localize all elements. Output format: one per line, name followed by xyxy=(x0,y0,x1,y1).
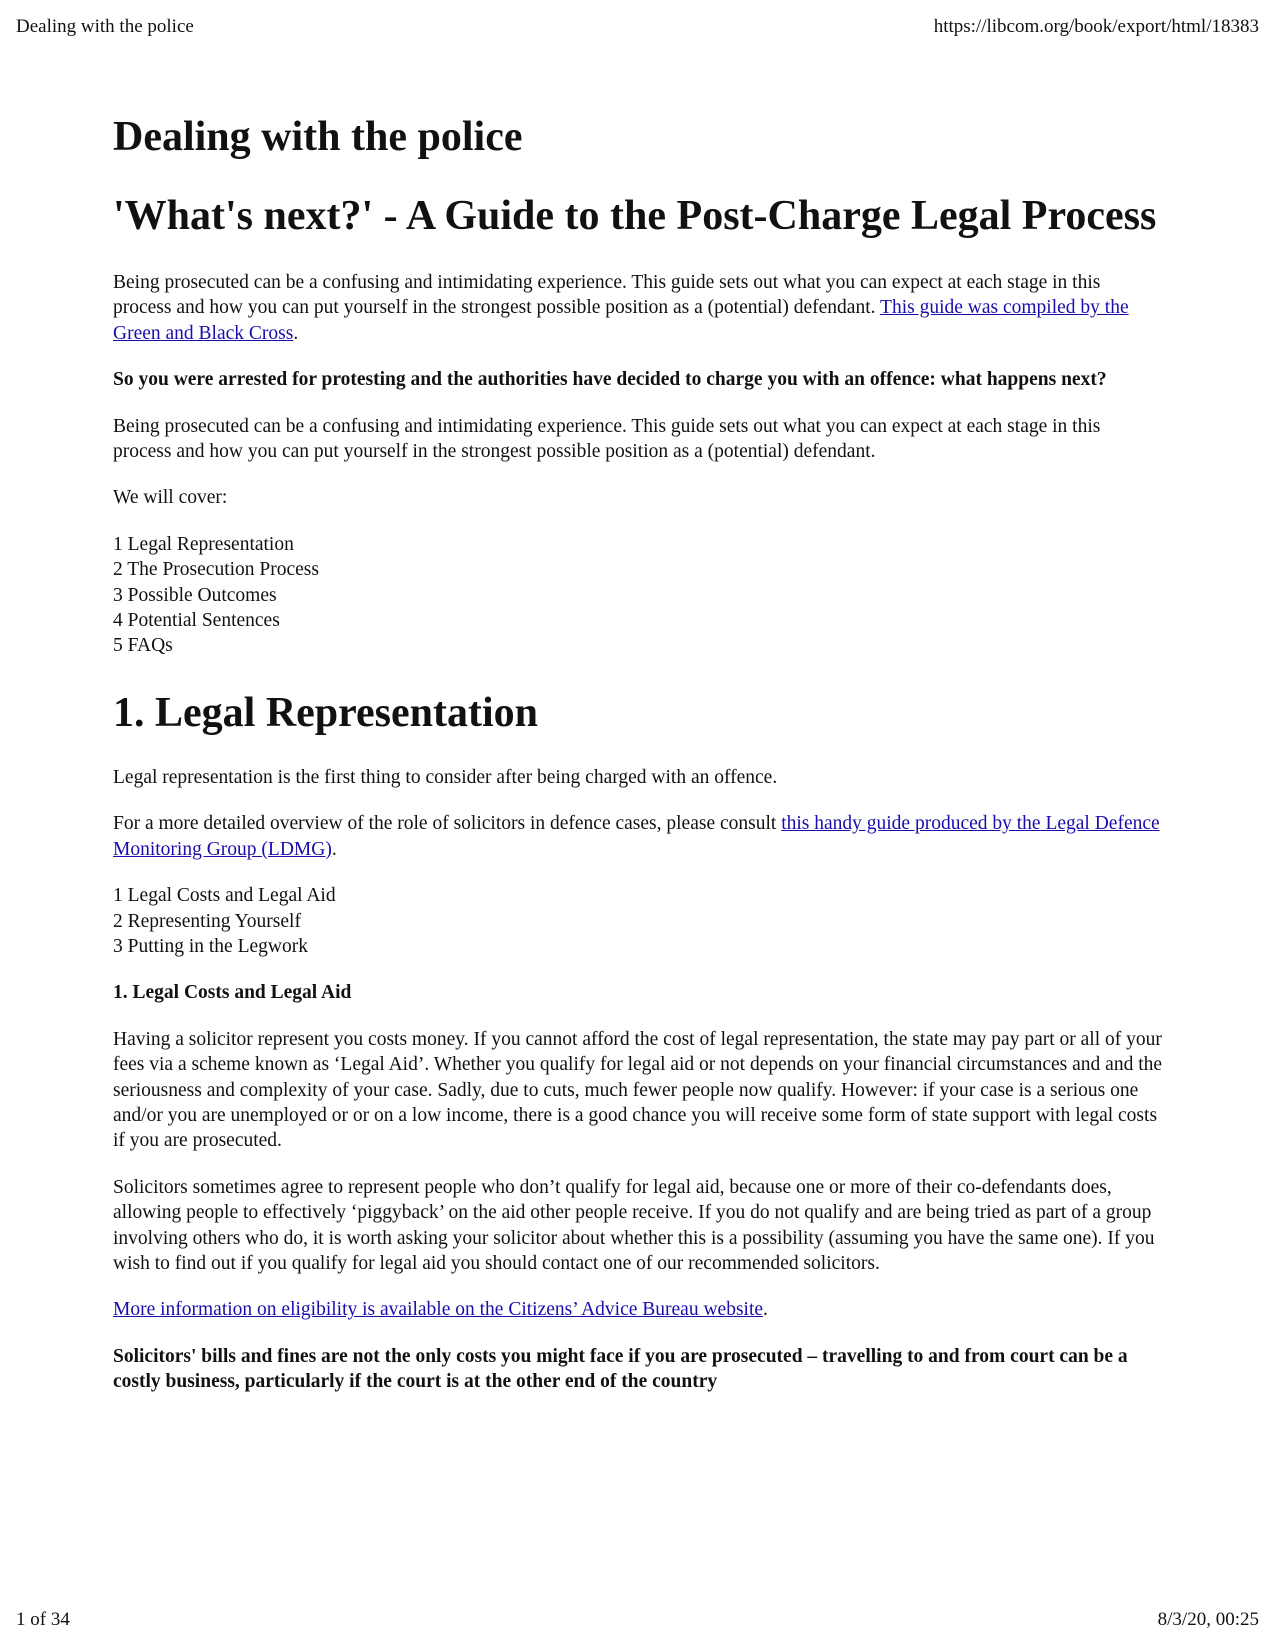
section1-p2-end: . xyxy=(331,838,337,860)
sub-list-item: 1 Legal Costs and Legal Aid xyxy=(113,885,336,907)
eligibility-paragraph xyxy=(113,1297,1163,1322)
legal-aid-paragraph-2: Solicitors sometimes agree to represent people who don’t qualify for legal aid, because one or more of their co-defendants does, allowing people to effectively ‘piggyback’ on the aid other people receive. If you do not qualify and are being tried as part of a group involving others who do, it is worth asking your solicitor about whether this is a possibility (assuming you have the same one). If you wish to find out if you qualify for legal aid you should contact one of our recommended solicitors. xyxy=(113,1176,1155,1274)
cover-item: 1 Legal Representation xyxy=(113,533,294,555)
sub-list-item: 2 Representing Yourself xyxy=(113,910,301,932)
print-timestamp: 8/3/20, 00:25 xyxy=(1157,1609,1259,1630)
legal-aid-paragraph-1: Having a solicitor represent you costs money. If you cannot afford the cost of legal representation, the state may pay part or all of your fees via a scheme known as ‘Legal Aid’. Whether you qualify for legal aid or not depends on your financial circumstances and and the seriousness and complexity of your case. Sadly, due to cuts, much fewer people now qualify. However: if your case is a serious one and/or you are unemployed or or on a low income, there is a good chance you will receive some form of state support with legal costs if you are prosecuted. xyxy=(113,1028,1163,1152)
intro-end: . xyxy=(293,322,299,344)
intro-text: Being prosecuted can be a confusing and intimidating experience. This guide sets out what you can expect at each stage in this process and how you can put yourself in the strongest possible position as a (potential) defendant. xyxy=(113,272,1101,319)
cover-intro: We will cover: xyxy=(113,487,228,509)
page-title: Dealing with the police xyxy=(113,114,523,160)
section1-p2-text: For a more detailed overview of the role of solicitors in defence cases, please consult xyxy=(113,813,782,835)
header-page-title: Dealing with the police xyxy=(16,16,194,37)
sub-list-item: 3 Putting in the Legwork xyxy=(113,935,308,957)
costs-bold-paragraph: Solicitors' bills and fines are not the only costs you might face if you are prosecuted – travelling to and from court can be a costly business, particularly if the court is at the other end of the country xyxy=(113,1345,1128,1393)
section1-sub-list xyxy=(113,883,1163,959)
gbc-guide-link[interactable]: This guide was compiled by the Green and Black Cross xyxy=(113,297,1129,344)
cover-list xyxy=(113,532,1163,659)
print-footer xyxy=(16,1608,1259,1632)
header-url: https://libcom.org/book/export/html/18383 xyxy=(933,16,1259,37)
page-count: 1 of 34 xyxy=(16,1609,70,1630)
cover-item: 5 FAQs xyxy=(113,635,173,657)
repeat-paragraph: Being prosecuted can be a confusing and intimidating experience. This guide sets out what you can expect at each stage in this process and how you can put yourself in the strongest possible position as a (potential) defendant. xyxy=(113,415,1101,463)
cover-item: 3 Possible Outcomes xyxy=(113,584,277,606)
subsection-heading-legal-costs: 1. Legal Costs and Legal Aid xyxy=(113,982,352,1004)
bold-question: So you were arrested for protesting and the authorities have decided to charge you with an offence: what happens next? xyxy=(113,369,1107,391)
section1-paragraph-1: Legal representation is the first thing to consider after being charged with an offence. xyxy=(113,766,778,788)
document-body xyxy=(113,112,1163,1416)
eligibility-end: . xyxy=(763,1299,768,1321)
intro-paragraph xyxy=(113,270,1163,346)
guide-title: 'What's next?' - A Guide to the Post-Charge Legal Process xyxy=(113,193,1157,239)
section1-paragraph-2 xyxy=(113,811,1163,862)
cover-item: 2 The Prosecution Process xyxy=(113,559,319,581)
ldmg-guide-link[interactable]: this handy guide produced by the Legal Defence Monitoring Group (LDMG) xyxy=(113,813,1160,860)
print-header xyxy=(16,15,1259,39)
citizens-advice-link[interactable]: More information on eligibility is available on the Citizens’ Advice Bureau website xyxy=(113,1299,764,1321)
cover-item: 4 Potential Sentences xyxy=(113,610,280,632)
section-heading-legal-representation: 1. Legal Representation xyxy=(113,689,539,736)
